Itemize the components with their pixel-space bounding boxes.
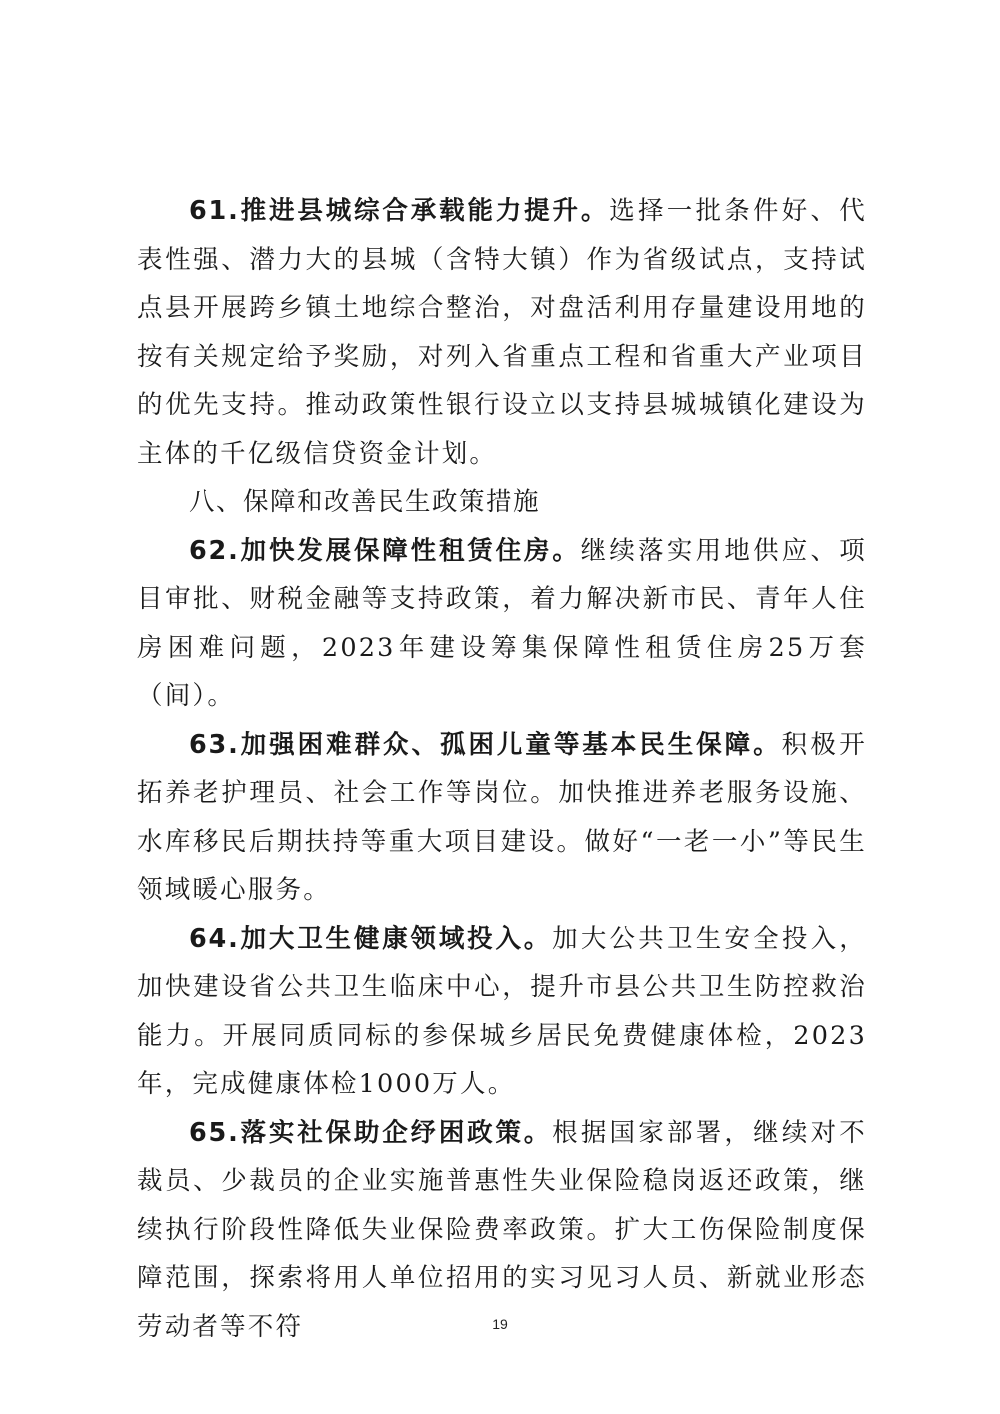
section-heading: 八、保障和改善民生政策措施	[189, 487, 541, 517]
paragraph-lead: 61.推进县城综合承载能力提升。	[189, 196, 610, 226]
paragraph-body: 继续落实用地供应、项目审批、财税金融等支持政策，着力解决新市民、青年人住房困难问题，2023年建设筹集保障性租赁住房25万套（间）。	[137, 535, 867, 711]
paragraph-63	[137, 721, 867, 915]
page-number: 19	[492, 1316, 508, 1332]
paragraph-lead: 65.落实社保助企纾困政策。	[189, 1117, 553, 1148]
paragraph-lead: 63.加强困难群众、孤困儿童等基本民生保障。	[189, 729, 782, 760]
paragraph-65	[137, 1109, 867, 1352]
paragraph-64	[137, 915, 867, 1109]
paragraph-lead: 64.加大卫生健康领域投入。	[189, 923, 553, 954]
paragraph-61	[137, 187, 867, 478]
paragraph-body: 积极开拓养老护理员、社会工作等岗位。加快推进养老服务设施、水库移民后期扶持等重大项目建设。做好“一老一小”等民生领域暖心服务。	[137, 729, 867, 905]
body-text	[137, 187, 867, 1351]
paragraph-62	[137, 527, 867, 721]
paragraph-body: 根据国家部署，继续对不裁员、少裁员的企业实施普惠性失业保险稳岗返还政策，继续执行阶段性降低失业保险费率政策。扩大工伤保险制度保障范围，探索将用人单位招用的实习见习人员、新就业形态劳动者等不符	[137, 1117, 868, 1342]
paragraph-body: 选择一批条件好、代表性强、潜力大的县城（含特大镇）作为省级试点，支持试点县开展跨乡镇土地综合整治，对盘活利用存量建设用地的按有关规定给予奖励，对列入省重点工程和省重大产业项目的优先支持。推动政策性银行设立以支持县城城镇化建设为主体的千亿级信贷资金计划。	[137, 196, 867, 469]
paragraph-lead: 62.加快发展保障性租赁住房。	[189, 535, 581, 566]
paragraph-body: 加大公共卫生安全投入，加快建设省公共卫生临床中心，提升市县公共卫生防控救治能力。开展同质同标的参保城乡居民免费健康体检，2023年，完成健康体检1000万人。	[137, 923, 868, 1099]
